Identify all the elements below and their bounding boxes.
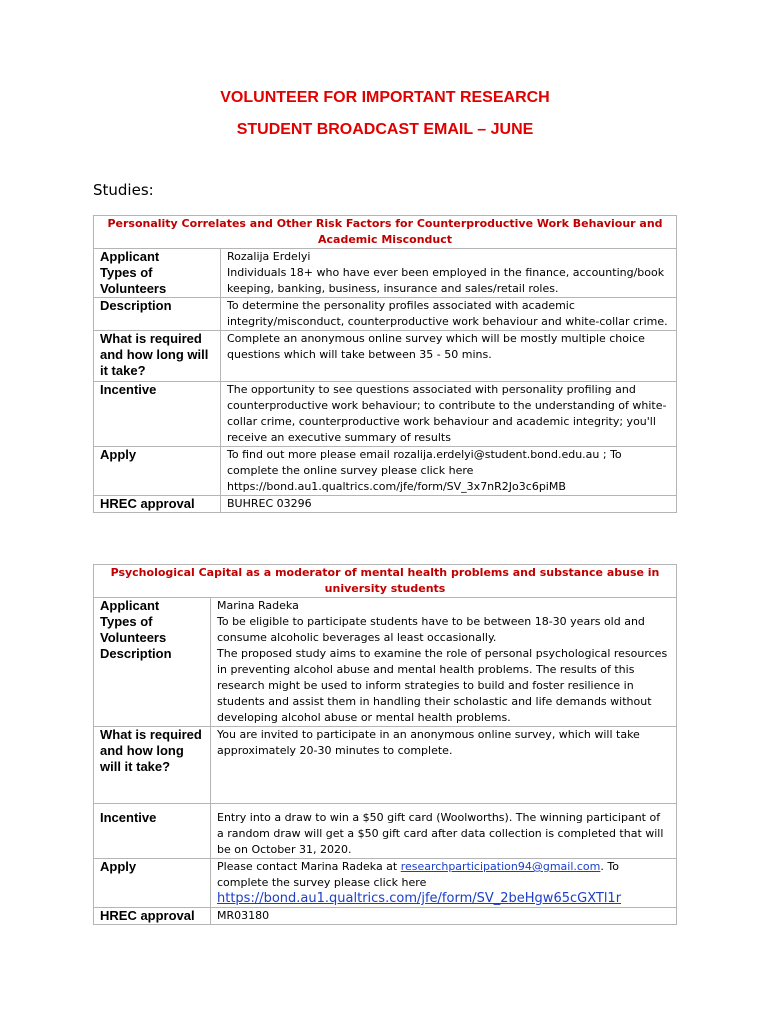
applicant-label bbox=[94, 249, 221, 298]
description-label: Description bbox=[94, 298, 221, 331]
types-value: To be eligible to participate students have to be between 18-30 years old and consume alcoholic beverages al least occasionally. bbox=[217, 615, 645, 644]
table-row bbox=[94, 859, 677, 908]
applicant-value: Rozalija Erdelyi bbox=[227, 250, 311, 263]
table-row bbox=[94, 598, 677, 727]
study-title-row bbox=[94, 216, 677, 249]
hrec-value: BUHREC 03296 bbox=[221, 496, 677, 513]
table-row bbox=[94, 727, 677, 804]
hrec-label: HREC approval bbox=[94, 496, 221, 513]
study-table-2 bbox=[93, 564, 677, 925]
table-row bbox=[94, 382, 677, 447]
types-label-text: Types of Volunteers bbox=[100, 265, 167, 296]
study-title-row bbox=[94, 565, 677, 598]
types-label-text: Types of Volunteers bbox=[100, 614, 167, 645]
study-title: Personality Correlates and Other Risk Factors for Counterproductive Work Behaviour and Academic Misconduct bbox=[94, 216, 677, 249]
table-row bbox=[94, 908, 677, 925]
apply-prefix: Please contact Marina Radeka at bbox=[217, 860, 398, 873]
required-label: What is required and how long will it take? bbox=[94, 727, 211, 804]
page-title: VOLUNTEER FOR IMPORTANT RESEARCH bbox=[220, 89, 550, 106]
applicant-value-cell bbox=[221, 249, 677, 298]
description-value: The proposed study aims to examine the role of personal psychological resources in preventing alcohol abuse and mental health problems. The results of this research might be used to inform strategies to build and foster resilience in students and assist them in handling their scholastic and life demands without developing alcohol abuse or mental health problems. bbox=[217, 647, 668, 724]
applicant-label bbox=[94, 598, 211, 727]
hrec-label: HREC approval bbox=[94, 908, 211, 925]
incentive-label: Incentive bbox=[94, 382, 221, 447]
description-label-text: Description bbox=[100, 646, 172, 661]
study-table-1 bbox=[93, 215, 677, 513]
incentive-value: The opportunity to see questions associated with personality profiling and counterproductive work behaviour; to contribute to the understanding of white-collar crime, counterproductive work behaviour and academic integrity; you'll receive an executive summary of results bbox=[221, 382, 677, 447]
table-row bbox=[94, 331, 677, 382]
apply-value: To find out more please email rozalija.erdelyi@student.bond.edu.au ; To complete the online survey please click here https://bond.au1.qualtrics.com/jfe/form/SV_3x7nR2Jo3c6piMB bbox=[221, 447, 677, 496]
applicant-label-text: Applicant bbox=[100, 598, 160, 613]
page-subtitle: STUDENT BROADCAST EMAIL – JUNE bbox=[236, 121, 534, 138]
studies-heading: Studies: bbox=[93, 181, 154, 199]
apply-middle: . To complete the survey please click here bbox=[217, 860, 619, 889]
table-row bbox=[94, 804, 677, 859]
types-value: Individuals 18+ who have ever been employed in the finance, accounting/book keeping, banking, business, insurance and sales/retail roles. bbox=[227, 266, 665, 295]
hrec-value: MR03180 bbox=[211, 908, 677, 925]
applicant-value: Marina Radeka bbox=[217, 599, 299, 612]
table-row bbox=[94, 298, 677, 331]
required-value: Complete an anonymous online survey which will be mostly multiple choice questions which will take between 35 - 50 mins. bbox=[221, 331, 677, 382]
required-value: You are invited to participate in an anonymous online survey, which will take approximately 20-30 minutes to complete. bbox=[211, 727, 677, 804]
incentive-value: Entry into a draw to win a $50 gift card (Woolworths). The winning participant of a random draw will get a $50 gift card after data collection is completed that will be on October 31, 2020. bbox=[211, 804, 677, 859]
incentive-label: Incentive bbox=[94, 804, 211, 859]
table-row bbox=[94, 447, 677, 496]
applicant-value-cell bbox=[211, 598, 677, 727]
table-row bbox=[94, 249, 677, 298]
required-label: What is required and how long will it take? bbox=[94, 331, 221, 382]
table-row bbox=[94, 496, 677, 513]
study-title: Psychological Capital as a moderator of mental health problems and substance abuse in university students bbox=[94, 565, 677, 598]
apply-value bbox=[211, 859, 677, 908]
description-value: To determine the personality profiles associated with academic integrity/misconduct, counterproductive work behaviour and white-collar crime. bbox=[221, 298, 677, 331]
apply-label: Apply bbox=[94, 859, 211, 908]
survey-link[interactable]: https://bond.au1.qualtrics.com/jfe/form/SV_2beHgw65cGXTl1r bbox=[217, 891, 622, 906]
email-link[interactable]: researchparticipation94@gmail.com bbox=[400, 860, 601, 873]
applicant-label-text: Applicant bbox=[100, 249, 160, 264]
apply-label: Apply bbox=[94, 447, 221, 496]
